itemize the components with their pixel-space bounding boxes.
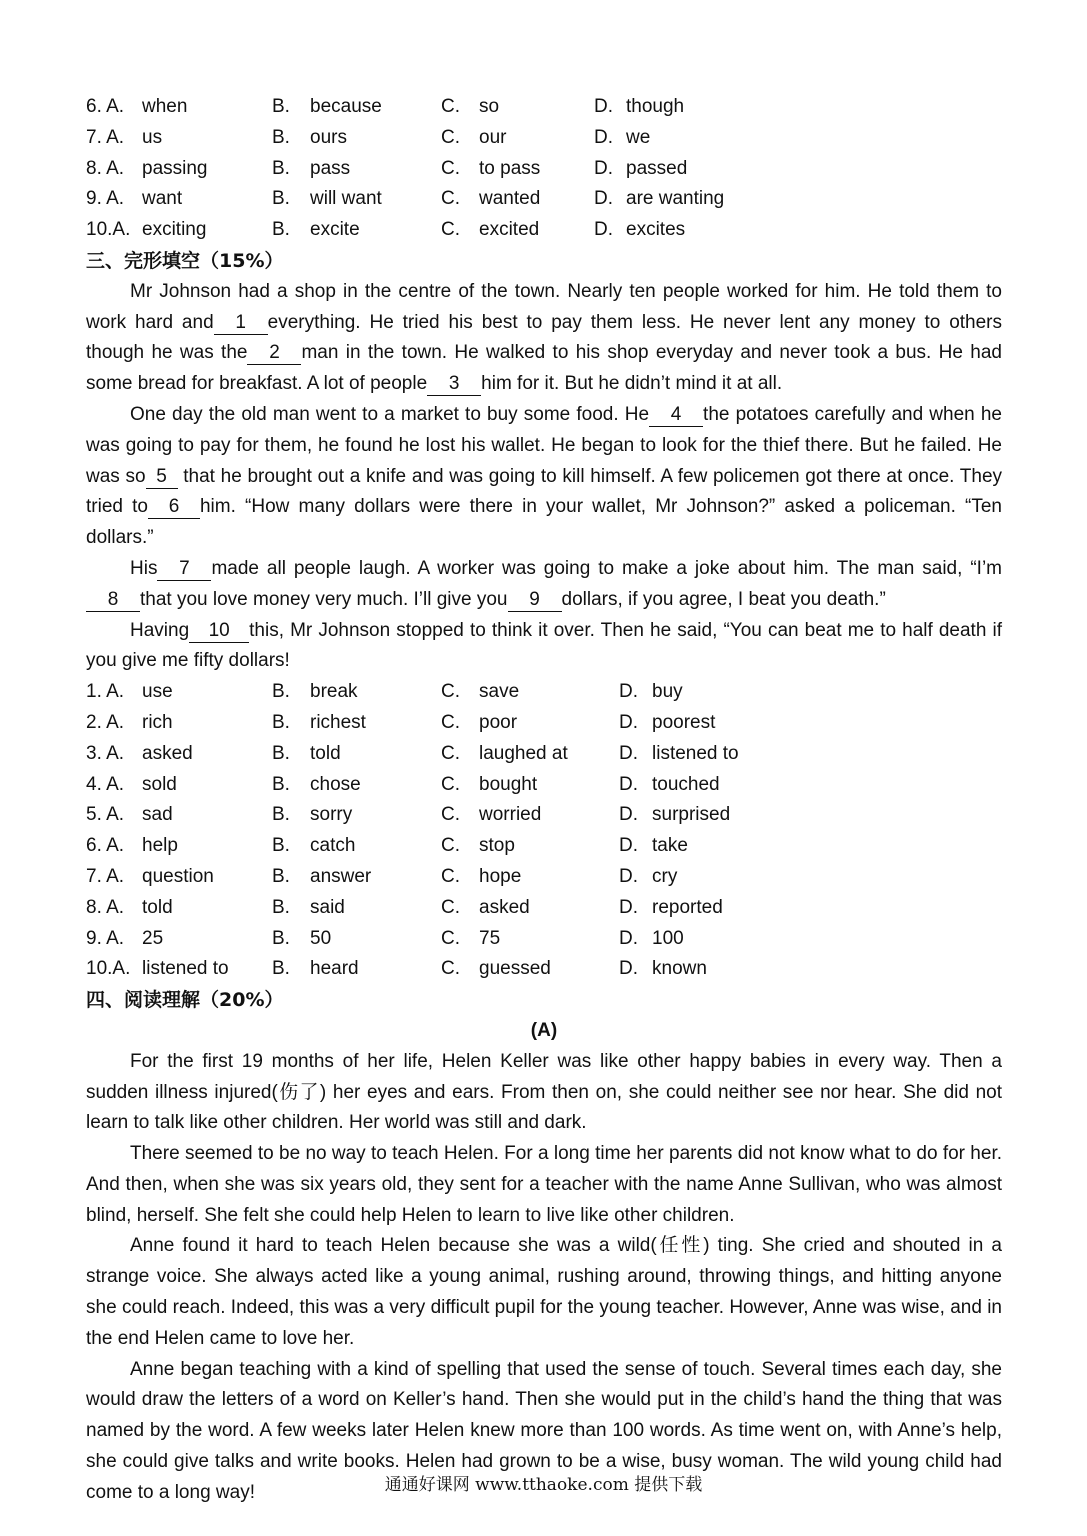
option-c-letter: C. [441,681,460,703]
option-b: ours [310,126,347,148]
option-d-letter: D. [619,804,638,826]
blank-4: 4 [649,404,703,427]
option-number: 7. A. [86,865,125,887]
blank-10: 10 [189,620,249,643]
paragraph-text: Having [130,619,190,641]
paragraph-text: man in the town. He walked to his shop everyday and never took a bus. He had some bread for breakfast. A lot of people [86,342,1002,395]
option-a: told [142,896,173,918]
option-a: exciting [142,219,207,241]
paragraph-text: made all people laugh. A worker was going to make a joke about him. The man said, “I’m [211,557,1002,579]
option-row [86,123,1002,154]
option-d-letter: D. [594,126,613,148]
option-c: our [479,126,507,148]
option-d-letter: D. [619,896,638,918]
option-c-letter: C. [441,958,460,980]
option-row [86,800,1002,831]
cloze-paragraph-3 [86,554,1002,616]
option-row [86,954,1002,985]
option-d: excites [626,219,686,241]
option-number: 7. A. [86,126,125,148]
option-b-letter: B. [272,958,290,980]
reading-paragraph: There seemed to be no way to teach Helen. For a long time her parents did not know what to do for her. And then, when she was six years old, they sent for a teacher with the name Anne Sullivan, who was almost blind, herself. She felt she could help Helen to learn to live like other children. [86,1143,1002,1226]
option-b-letter: B. [272,188,290,210]
option-a: us [142,126,163,148]
cloze-paragraph-4 [86,616,1002,678]
option-c: laughed at [479,742,568,764]
option-number: 9. A. [86,188,125,210]
reading-paragraph: Anne began teaching with a kind of spelling that used the sense of touch. Several times each day, she would draw the letters of a word on Keller’s hand. Then she would put in the child’s hand the thing that was named by the word. A few weeks later Helen knew more than 100 words. As time went on, with Anne’s help, she could give talks and write books. Helen had grown to be a wise, busy woman. The wild young child had come to a long way! [86,1358,1002,1503]
option-c-letter: C. [441,773,460,795]
option-d: we [626,126,651,148]
option-b-letter: B. [272,804,290,826]
option-b-letter: B. [272,126,290,148]
option-number: 6. A. [86,835,125,857]
option-b-letter: B. [272,835,290,857]
option-c: asked [479,896,530,918]
option-d: cry [652,865,678,887]
option-d-letter: D. [594,219,613,241]
option-c: hope [479,865,522,887]
option-number: 10.A. [86,958,131,980]
option-b: because [310,96,382,117]
option-d-letter: D. [619,681,638,703]
page-content [86,92,1002,1509]
option-c: 75 [479,927,501,949]
blank-2: 2 [247,342,301,365]
option-d: passed [626,157,688,179]
option-c-letter: C. [441,157,460,179]
paragraph-text: Mr Johnson had a shop in the centre of the town. Nearly ten people worked for him. He told them to work hard and [86,280,1002,333]
option-b: answer [310,865,372,887]
option-c: save [479,681,520,703]
reading-paragraph: Anne found it hard to teach Helen because she was a wild(任性) ting. She cried and shouted in a strange voice. She always acted like a young animal, rushing around, throwing things, and hitting anyone she could reach. Indeed, this was a very difficult pupil for the young teacher. However, Anne was wise, and in the end Helen came to love her. [86,1235,1002,1349]
option-d-letter: D. [619,865,638,887]
option-b: sorry [310,804,353,826]
option-c: guessed [479,958,551,980]
option-b-letter: B. [272,96,290,117]
option-a: sold [142,773,177,795]
option-d: listened to [652,742,739,764]
option-c: excited [479,219,540,241]
option-c-letter: C. [441,835,460,857]
option-row [86,924,1002,955]
option-c: to pass [479,157,541,179]
reading-paragraph: For the first 19 months of her life, Helen Keller was like other happy babies in every way. Then a sudden illness injured(伤了) her eyes and ears. From then on, she could neither see nor hear. She did not learn to talk like other children. Her world was still and dark. [86,1050,1002,1134]
section2-options [86,92,1002,246]
option-row [86,770,1002,801]
option-d-letter: D. [619,835,638,857]
option-b: told [310,742,341,764]
option-b-letter: B. [272,773,290,795]
option-a: rich [142,711,173,733]
option-c: stop [479,835,515,857]
blank-7: 7 [157,558,211,581]
option-d-letter: D. [619,927,638,949]
option-c: wanted [479,188,541,210]
option-d: buy [652,681,683,703]
option-b-letter: B. [272,219,290,241]
blank-1: 1 [214,312,268,335]
cloze-paragraph-2 [86,400,1002,554]
option-d-letter: D. [594,157,613,179]
option-c-letter: C. [441,711,460,733]
option-b: richest [310,711,366,733]
option-b-letter: B. [272,681,290,703]
option-c-letter: C. [441,804,460,826]
option-c-letter: C. [441,865,460,887]
option-number: 5. A. [86,804,125,826]
option-number: 8. A. [86,157,125,179]
option-number: 3. A. [86,742,125,764]
option-b-letter: B. [272,896,290,918]
option-d: reported [652,896,723,918]
option-row [86,677,1002,708]
option-b: heard [310,958,359,980]
blank-6: 6 [148,496,200,519]
blank-3: 3 [427,373,481,396]
option-c-letter: C. [441,96,460,117]
blank-5: 5 [146,466,178,489]
option-c: so [479,96,500,117]
option-number: 2. A. [86,711,125,733]
section3-heading: 三、完形填空（15%） [86,249,284,272]
paragraph-text: everything. He tried his best to pay them less. He never lent any money to others though he was the [86,311,1002,364]
option-b-letter: B. [272,742,290,764]
option-d: take [652,835,688,857]
option-c: poor [479,711,518,733]
blank-9: 9 [508,589,562,612]
option-row [86,831,1002,862]
option-b-letter: B. [272,927,290,949]
option-number: 8. A. [86,896,125,918]
option-a: want [142,188,183,210]
option-a: passing [142,157,208,179]
option-row [86,862,1002,893]
option-c-letter: C. [441,742,460,764]
option-d: though [626,96,685,117]
option-c-letter: C. [441,126,460,148]
option-b-letter: B. [272,157,290,179]
option-row [86,739,1002,770]
option-b-letter: B. [272,711,290,733]
option-a: when [142,96,188,117]
option-c: bought [479,773,538,795]
option-b: break [310,681,358,703]
option-a: asked [142,742,193,764]
option-b: excite [310,219,360,241]
option-c: worried [479,804,542,826]
paragraph-text: One day the old man went to a market to buy some food. He [130,403,650,425]
option-a: listened to [142,958,229,980]
option-number: 10.A. [86,219,131,241]
option-d-letter: D. [619,773,638,795]
option-d: 100 [652,927,684,949]
option-d-letter: D. [619,711,638,733]
paragraph-text: that he brought out a knife and was going to kill himself. A few policemen got there at once. They tried to [86,465,1003,518]
section3-options [86,677,1002,985]
paragraph-text: dollars, if you agree, I beat you death.” [561,588,886,610]
option-d: touched [652,773,720,795]
paragraph-text: that you love money very much. I’ll give you [140,588,508,610]
page-footer: 通通好课网 www.tthaoke.com 提供下载 [384,1475,703,1495]
option-row [86,92,1002,123]
option-b: 50 [310,927,332,949]
option-b: chose [310,773,361,795]
option-d-letter: D. [619,958,638,980]
section4-heading: 四、阅读理解（20%） [86,989,284,1012]
option-row [86,215,1002,246]
option-d: poorest [652,711,716,733]
option-number: 6. A. [86,96,125,117]
option-row [86,184,1002,215]
option-number: 1. A. [86,681,125,703]
option-number: 4. A. [86,773,125,795]
option-a: use [142,681,173,703]
blank-8: 8 [86,589,140,612]
paragraph-text: this, Mr Johnson stopped to think it over. Then he said, “You can beat me to half death if you give me fifty dollars! [86,619,1002,672]
option-b: will want [310,188,382,210]
option-c-letter: C. [441,927,460,949]
option-b: pass [310,157,351,179]
option-row [86,708,1002,739]
option-d: are wanting [626,188,725,210]
option-a: help [142,835,178,857]
option-c-letter: C. [441,188,460,210]
option-d-letter: D. [619,742,638,764]
option-row [86,154,1002,185]
paragraph-text: His [130,557,158,579]
option-a: question [142,865,214,887]
cloze-paragraph-1 [86,277,1002,400]
option-a: sad [142,804,173,826]
option-row [86,893,1002,924]
option-d-letter: D. [594,188,613,210]
option-d-letter: D. [594,96,613,117]
option-a: 25 [142,927,164,949]
paragraph-text: the potatoes carefully and when he was going to pay for them, he found he lost his wallet. He began to look for the thief there. But he failed. He was so [86,403,1002,487]
option-c-letter: C. [441,219,460,241]
paragraph-text: him. “How many dollars were there in your wallet, Mr Johnson?” asked a policeman. “Ten dollars.” [86,496,1003,549]
option-b: catch [310,835,356,857]
passage-title: (A) [530,1019,558,1041]
option-b: said [310,896,345,918]
option-b-letter: B. [272,865,290,887]
option-c-letter: C. [441,896,460,918]
option-d: surprised [652,804,731,826]
paragraph-text: him for it. But he didn’t mind it at all. [481,373,783,395]
option-number: 9. A. [86,927,125,949]
option-d: known [652,958,707,980]
